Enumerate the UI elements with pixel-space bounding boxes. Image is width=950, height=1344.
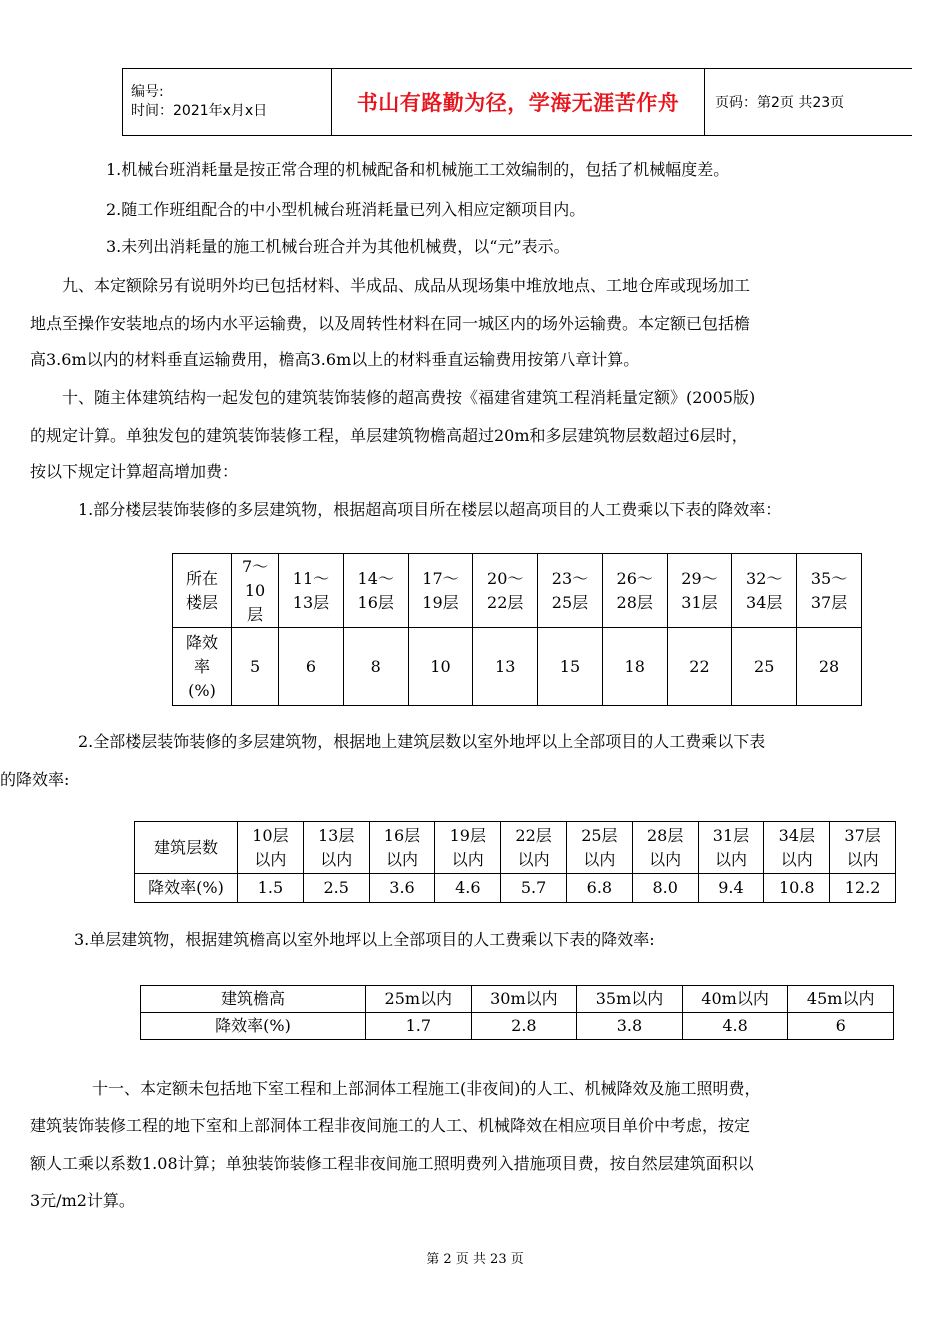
para-2: 2.随工作班组配合的中小型机械台班消耗量已列入相应定额项目内。 xyxy=(106,200,586,219)
table3-rate-cell: 4.8 xyxy=(682,1013,788,1040)
table1-header-cell: 29～ 31层 xyxy=(667,554,732,628)
page-header xyxy=(122,68,912,136)
table1-rate-cell: 22 xyxy=(667,628,732,706)
table2-header-cell: 13层 以内 xyxy=(303,822,369,874)
para-4a: 九、本定额除另有说明外均已包括材料、半成品、成品从现场集中堆放地点、工地仓库或现场加工 xyxy=(62,276,751,295)
table3-header-cell: 25m以内 xyxy=(366,986,472,1013)
table2-header-cell: 10层 以内 xyxy=(238,822,304,874)
table1-header-cell: 11～ 13层 xyxy=(279,554,344,628)
table2-header-cell: 25层 以内 xyxy=(566,822,632,874)
para-5a: 十、随主体建筑结构一起发包的建筑装饰装修的超高费按《福建省建筑工程消耗量定额》(2005版) xyxy=(62,388,756,407)
table2-header-cell: 37层 以内 xyxy=(830,822,896,874)
table2-header-cell: 34层 以内 xyxy=(764,822,830,874)
page-footer: 第 2 页 共 23 页 xyxy=(426,1252,524,1267)
table3-rate-cell: 2.8 xyxy=(471,1013,577,1040)
table1-header-cell: 17～ 19层 xyxy=(408,554,473,628)
t3-row1-label: 建筑檐高 xyxy=(141,986,366,1013)
para-8: 3.单层建筑物，根据建筑檐高以室外地坪以上全部项目的人工费乘以下表的降效率: xyxy=(74,930,655,949)
table2-rate-cell: 12.2 xyxy=(830,874,896,903)
table1-header-cell: 20～ 22层 xyxy=(473,554,538,628)
table1-header-cell: 35～ 37层 xyxy=(797,554,862,628)
table1-header-cell: 26～ 28层 xyxy=(602,554,667,628)
t1-row1-label: 所在 楼层 xyxy=(173,554,232,628)
para-7b: 的降效率: xyxy=(0,770,70,789)
table2-rate-cell: 5.7 xyxy=(501,874,567,903)
table2-header-cell: 16层 以内 xyxy=(369,822,435,874)
t2-row2-label: 降效率(%) xyxy=(135,874,238,903)
table1-rate-cell: 5 xyxy=(232,628,279,706)
table1-header-cell: 32～ 34层 xyxy=(732,554,797,628)
time-label: 时间：2021年x月x日 xyxy=(131,103,268,119)
table-floor-rate-full xyxy=(134,821,896,903)
table3-header-cell: 45m以内 xyxy=(788,986,894,1013)
t2-row1-label: 建筑层数 xyxy=(135,822,238,874)
para-1: 1.机械台班消耗量是按正常合理的机械配备和机械施工工效编制的，包括了机械幅度差。 xyxy=(106,160,730,179)
para-3: 3.未列出消耗量的施工机械台班合并为其他机械费，以“元”表示。 xyxy=(106,237,570,256)
table1-header-cell: 7～ 10 层 xyxy=(232,554,279,628)
para-5b: 的规定计算。单独发包的建筑装饰装修工程，单层建筑物檐高超过20m和多层建筑物层数超过6层时， xyxy=(30,426,748,445)
para-4b: 地点至操作安装地点的场内水平运输费，以及周转性材料在同一城区内的场外运输费。本定额已包括檐 xyxy=(30,314,751,333)
table2-rate-cell: 1.5 xyxy=(238,874,304,903)
table1-rate-cell: 6 xyxy=(279,628,344,706)
table1-rate-cell: 8 xyxy=(343,628,408,706)
table1-rate-cell: 10 xyxy=(408,628,473,706)
table2-rate-cell: 2.5 xyxy=(303,874,369,903)
table2-rate-cell: 3.6 xyxy=(369,874,435,903)
table1-rate-cell: 13 xyxy=(473,628,538,706)
table2-rate-cell: 10.8 xyxy=(764,874,830,903)
table3-rate-cell: 1.7 xyxy=(366,1013,472,1040)
table-floor-rate-partial xyxy=(172,553,862,706)
para-7a: 2.全部楼层装饰装修的多层建筑物，根据地上建筑层数以室外地坪以上全部项目的人工费乘以下表 xyxy=(78,732,766,751)
t1-row2-label: 降效 率 (%) xyxy=(173,628,232,706)
table2-rate-cell: 9.4 xyxy=(698,874,764,903)
table3-header-cell: 35m以内 xyxy=(577,986,683,1013)
table2-header-cell: 19层 以内 xyxy=(435,822,501,874)
table1-rate-cell: 15 xyxy=(538,628,603,706)
para-9a: 十一、本定额未包括地下室工程和上部洞体工程施工(非夜间)的人工、机械降效及施工照明费， xyxy=(92,1079,761,1098)
table2-header-cell: 22层 以内 xyxy=(501,822,567,874)
para-5c: 按以下规定计算超高增加费： xyxy=(30,462,239,481)
table1-rate-cell: 28 xyxy=(797,628,862,706)
para-9c: 额人工乘以系数1.08计算；单独装饰装修工程非夜间施工照明费列入措施项目费，按自然层建筑面积以 xyxy=(30,1154,754,1173)
table-height-rate xyxy=(140,985,894,1040)
table3-rate-cell: 3.8 xyxy=(577,1013,683,1040)
header-meta xyxy=(123,69,332,136)
table3-header-cell: 40m以内 xyxy=(682,986,788,1013)
table1-header-cell: 14～ 16层 xyxy=(343,554,408,628)
table3-header-cell: 30m以内 xyxy=(471,986,577,1013)
table2-rate-cell: 6.8 xyxy=(566,874,632,903)
header-page: 页码：第2页 共23页 xyxy=(705,69,913,136)
para-4c: 高3.6m以内的材料垂直运输费用，檐高3.6m以上的材料垂直运输费用按第八章计算。 xyxy=(30,350,640,369)
t3-row2-label: 降效率(%) xyxy=(141,1013,366,1040)
para-9d: 3元/m2计算。 xyxy=(30,1191,135,1210)
table1-header-cell: 23～ 25层 xyxy=(538,554,603,628)
table1-rate-cell: 25 xyxy=(732,628,797,706)
para-9b: 建筑装饰装修工程的地下室和上部洞体工程非夜间施工的人工、机械降效在相应项目单价中考虑，按定 xyxy=(30,1116,751,1135)
para-6: 1.部分楼层装饰装修的多层建筑物，根据超高项目所在楼层以超高项目的人工费乘以下表的降效率： xyxy=(78,500,782,519)
table3-rate-cell: 6 xyxy=(788,1013,894,1040)
table2-rate-cell: 4.6 xyxy=(435,874,501,903)
table2-header-cell: 28层 以内 xyxy=(632,822,698,874)
table1-rate-cell: 18 xyxy=(602,628,667,706)
table2-rate-cell: 8.0 xyxy=(632,874,698,903)
table2-header-cell: 31层 以内 xyxy=(698,822,764,874)
code-label: 编号: xyxy=(131,84,164,100)
header-motto: 书山有路勤为径，学海无涯苦作舟 xyxy=(332,69,705,136)
